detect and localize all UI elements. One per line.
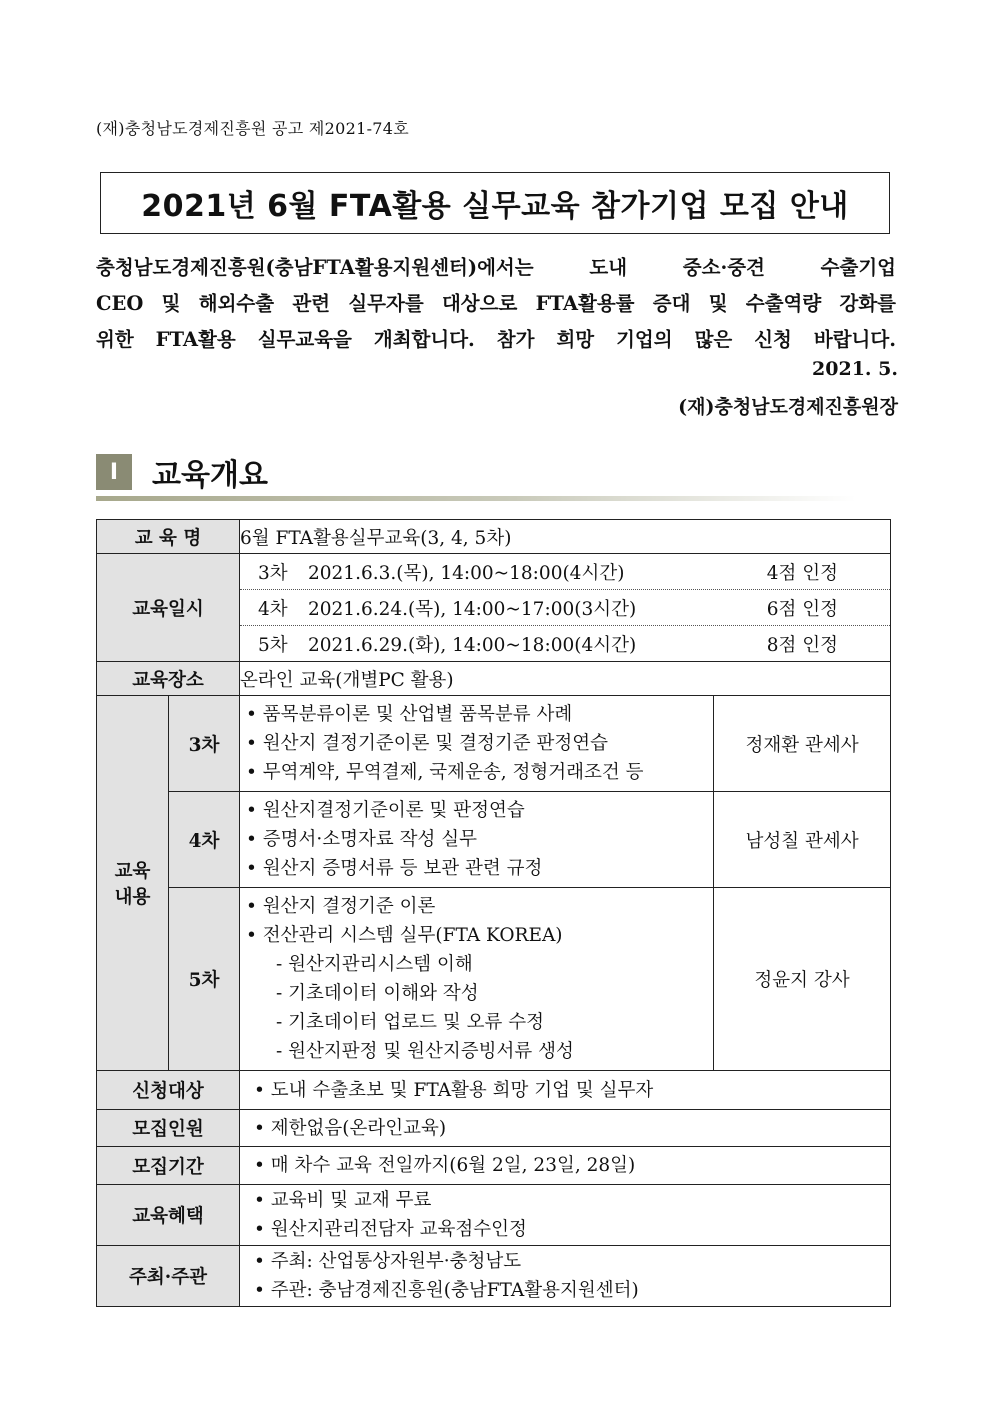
schedule-points: 6점 인정: [766, 598, 838, 620]
schedule-datetime: 2021.6.3.(목), 14:00~18:00(4시간): [308, 562, 625, 584]
schedule-cell: [240, 554, 891, 662]
capacity-value: [240, 1110, 891, 1147]
intro-line: CEO 및 해외수출 관련 실무자를 대상으로 FTA활용률 증대 및 수출역량 강화를: [96, 292, 896, 315]
session-items: [240, 696, 714, 792]
table-row: [97, 1147, 891, 1185]
list-item: • 주최: 산업통상자원부·충청남도: [254, 1247, 890, 1276]
table-row: [97, 696, 891, 792]
schedule-row: [240, 554, 890, 590]
list-subitem: - 원산지판정 및 원산지증빙서류 생성: [246, 1037, 713, 1066]
overview-table: [96, 519, 891, 1307]
session-items: [240, 792, 714, 888]
table-row: [97, 662, 891, 696]
table-row: [97, 792, 891, 888]
table-row: [97, 554, 891, 662]
table-row: [97, 1110, 891, 1147]
list-subitem: - 기초데이터 업로드 및 오류 수정: [246, 1008, 713, 1037]
schedule-row: [240, 590, 890, 626]
list-item: • 원산지 결정기준 이론: [246, 892, 713, 921]
host-value: [240, 1246, 891, 1307]
session-teacher: 정윤지 강사: [714, 888, 891, 1071]
list-item: • 원산지 결정기준이론 및 결정기준 판정연습: [246, 729, 713, 758]
list-item: • 원산지 증명서류 등 보관 관련 규정: [246, 854, 713, 883]
schedule-datetime: 2021.6.29.(화), 14:00~18:00(4시간): [308, 634, 637, 656]
section-heading: 교육개요: [152, 458, 268, 493]
list-item: • 품목분류이론 및 산업별 품목분류 사례: [246, 700, 713, 729]
list-subitem: - 원산지관리시스템 이해: [246, 950, 713, 979]
session-round: 4차: [169, 792, 240, 888]
row-label: 모집인원: [97, 1110, 240, 1147]
period-value: [240, 1147, 891, 1185]
schedule-round: 3차: [258, 562, 288, 584]
list-item: • 원산지관리전담자 교육점수인정: [254, 1215, 890, 1244]
schedule-round: 5차: [258, 634, 288, 656]
page-title: 2021년 6월 FTA활용 실무교육 참가기업 모집 안내: [141, 189, 849, 224]
venue-value: 온라인 교육(개별PC 활용): [240, 662, 891, 696]
schedule-datetime: 2021.6.24.(목), 14:00~17:00(3시간): [308, 598, 637, 620]
list-item: • 무역계약, 무역결제, 국제운송, 정형거래조건 등: [246, 758, 713, 787]
row-label: 신청대상: [97, 1071, 240, 1110]
list-item: • 증명서·소명자료 작성 실무: [246, 825, 713, 854]
session-teacher: 남성칠 관세사: [714, 792, 891, 888]
session-items: [240, 888, 714, 1071]
intro-paragraph: [96, 250, 896, 358]
content-label-line: 내용: [114, 887, 151, 908]
row-label: 교육혜택: [97, 1185, 240, 1246]
session-round: 5차: [169, 888, 240, 1071]
list-item: • 주관: 충남경제진흥원(충남FTA활용지원센터): [254, 1276, 890, 1305]
section-rule: [96, 496, 856, 501]
schedule-row: [240, 626, 890, 661]
title-box: [100, 172, 890, 234]
row-label: 모집기간: [97, 1147, 240, 1185]
issuing-organization: (재)충청남도경제진흥원장: [678, 396, 898, 418]
session-round: 3차: [169, 696, 240, 792]
table-row: [97, 1185, 891, 1246]
content-label: [97, 696, 169, 1071]
table-row: [97, 888, 891, 1071]
list-item: • 매 차수 교육 전일까지(6월 2일, 23일, 28일): [254, 1151, 890, 1180]
table-row: [97, 1071, 891, 1110]
row-label: 교 육 명: [97, 520, 240, 554]
notice-date: 2021. 5.: [812, 358, 898, 380]
table-row: [97, 1246, 891, 1307]
list-item: • 도내 수출초보 및 FTA활용 희망 기업 및 실무자: [254, 1076, 890, 1105]
row-label: 교육장소: [97, 662, 240, 696]
list-item: • 제한없음(온라인교육): [254, 1114, 890, 1143]
target-value: [240, 1071, 891, 1110]
intro-line: 위한 FTA활용 실무교육을 개최합니다. 참가 희망 기업의 많은 신청 바랍니다.: [96, 328, 896, 351]
schedule-points: 4점 인정: [766, 562, 838, 584]
row-label: 주최·주관: [97, 1246, 240, 1307]
course-name-value: 6월 FTA활용실무교육(3, 4, 5차): [240, 520, 891, 554]
section-number: Ⅰ: [96, 454, 132, 490]
session-teacher: 정재환 관세사: [714, 696, 891, 792]
row-label: 교육일시: [97, 554, 240, 662]
content-label-line: 교육: [114, 861, 151, 882]
list-subitem: - 기초데이터 이해와 작성: [246, 979, 713, 1008]
list-item: • 전산관리 시스템 실무(FTA KOREA): [246, 921, 713, 950]
notice-number: (재)충청남도경제진흥원 공고 제2021-74호: [96, 119, 410, 138]
schedule-round: 4차: [258, 598, 288, 620]
table-row: [97, 520, 891, 554]
list-item: • 교육비 및 교재 무료: [254, 1186, 890, 1215]
benefits-value: [240, 1185, 891, 1246]
schedule-points: 8점 인정: [766, 634, 838, 656]
section-header: [96, 448, 856, 500]
list-item: • 원산지결정기준이론 및 판정연습: [246, 796, 713, 825]
intro-line: 충청남도경제진흥원(충남FTA활용지원센터)에서는 도내 중소·중견 수출기업: [96, 256, 896, 279]
